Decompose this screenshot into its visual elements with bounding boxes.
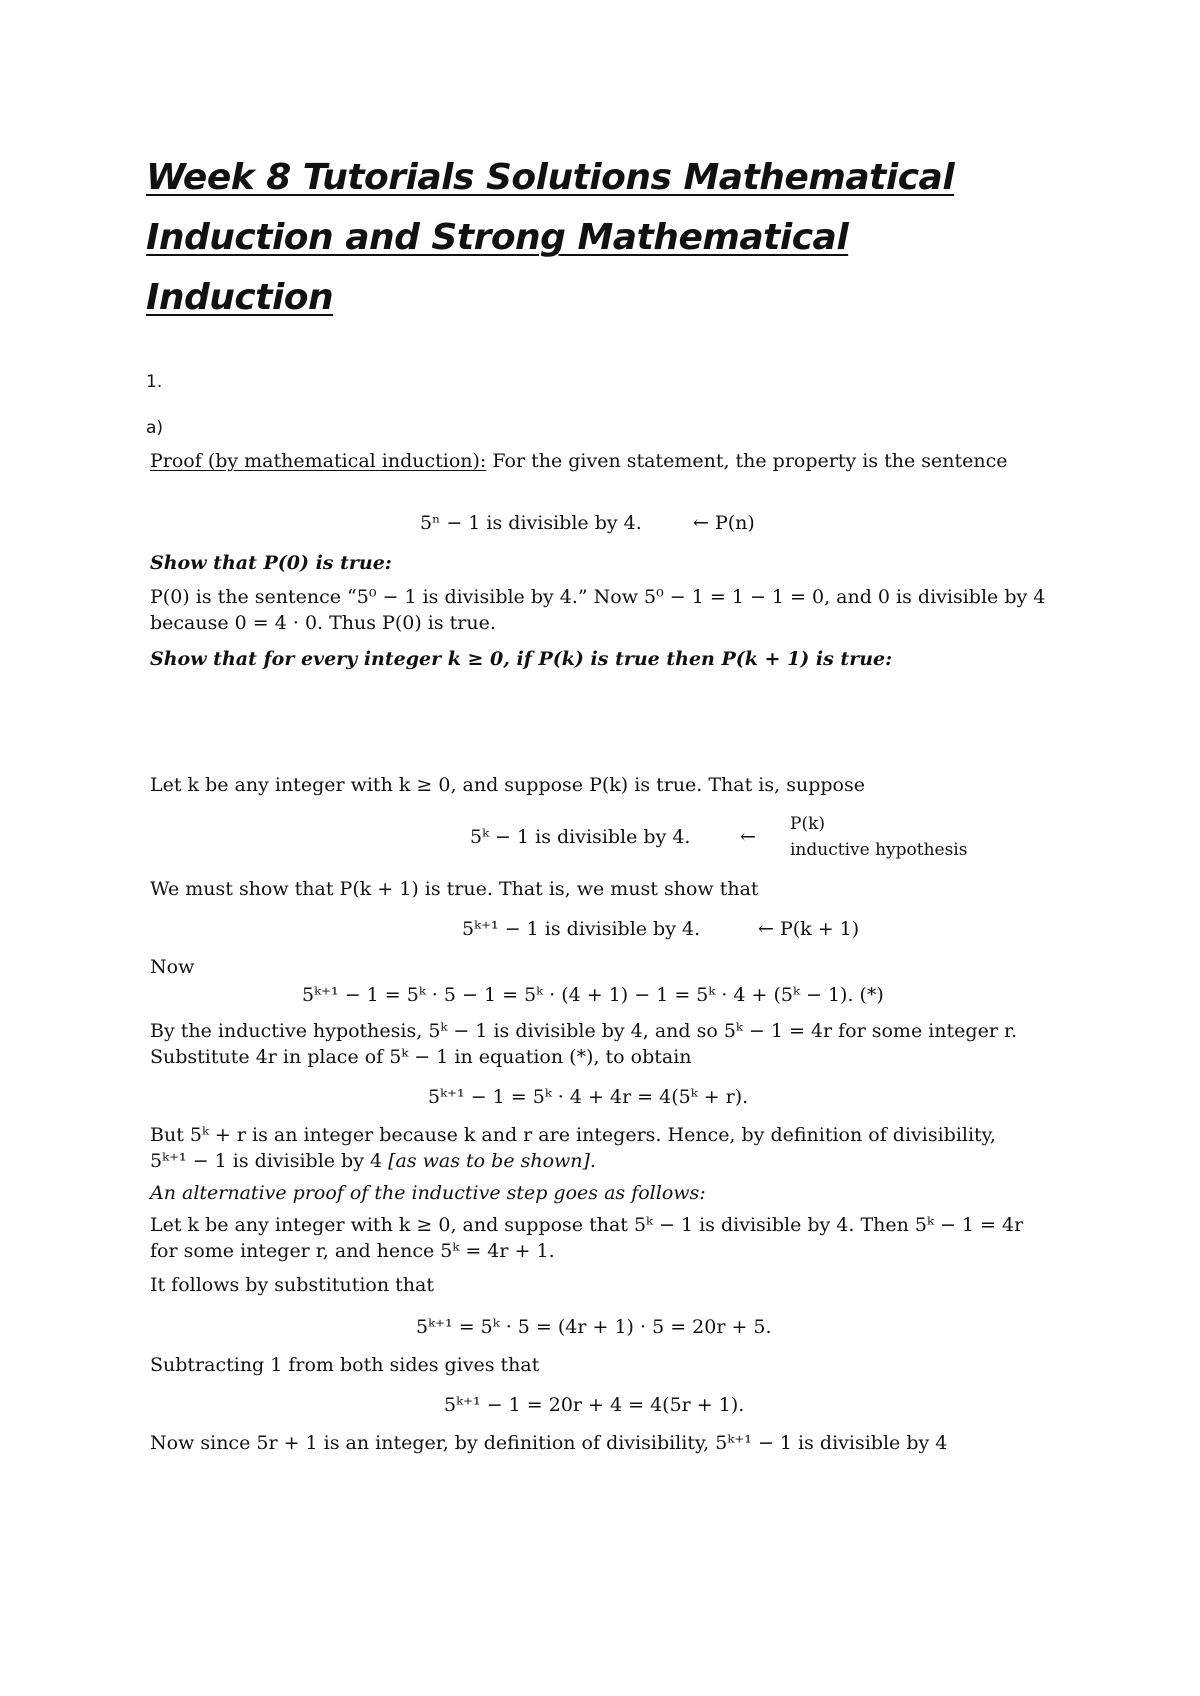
now-label: Now bbox=[150, 956, 195, 978]
alternative-equation-1: 5ᵏ⁺¹ = 5ᵏ · 5 = (4r + 1) · 5 = 20r + 5. bbox=[416, 1316, 772, 1338]
follows-line: It follows by substitution that bbox=[150, 1274, 434, 1296]
hypothesis-formula: 5ᵏ − 1 is divisible by 4. bbox=[470, 826, 691, 848]
final-line: Now since 5r + 1 is an integer, by definition of divisibility, 5ᵏ⁺¹ − 1 is divisible by 4 bbox=[150, 1432, 948, 1454]
statement-tag: ← P(n) bbox=[693, 512, 755, 534]
document-title bbox=[146, 148, 1046, 328]
statement-formula: 5ⁿ − 1 is divisible by 4. bbox=[420, 512, 642, 534]
by-hypothesis-line-1: By the inductive hypothesis, 5ᵏ − 1 is divisible by 4, and so 5ᵏ − 1 = 4r for some integer r. bbox=[150, 1020, 1017, 1042]
title-line-1: Week 8 Tutorials Solutions Mathematical bbox=[146, 157, 955, 198]
part-label: a) bbox=[146, 418, 164, 438]
alternative-heading: An alternative proof of the inductive step goes as follows: bbox=[150, 1182, 706, 1204]
conclusion-line-1: But 5ᵏ + r is an integer because k and r are integers. Hence, by definition of divisibility, bbox=[150, 1124, 996, 1146]
hypothesis-tag: P(k) bbox=[790, 814, 826, 834]
conclusion-line-2 bbox=[150, 1150, 596, 1172]
alternative-line-1: Let k be any integer with k ≥ 0, and suppose that 5ᵏ − 1 is divisible by 4. Then 5ᵏ − 1 = 4r bbox=[150, 1214, 1024, 1236]
goal-formula: 5ᵏ⁺¹ − 1 is divisible by 4. bbox=[462, 918, 701, 940]
inductive-step-heading: Show that for every integer k ≥ 0, if P(k) is true then P(k + 1) is true: bbox=[150, 648, 893, 670]
question-number: 1. bbox=[146, 372, 163, 392]
as-was-to-be-shown: [as was to be shown]. bbox=[388, 1150, 596, 1172]
alternative-line-2: for some integer r, and hence 5ᵏ = 4r + 1. bbox=[150, 1240, 555, 1262]
base-case-line-2: because 0 = 4 · 0. Thus P(0) is true. bbox=[150, 612, 496, 634]
hypothesis-note: inductive hypothesis bbox=[790, 840, 968, 860]
equation-star: 5ᵏ⁺¹ − 1 = 5ᵏ · 5 − 1 = 5ᵏ · (4 + 1) − 1 = 5ᵏ · 4 + (5ᵏ − 1). (*) bbox=[302, 984, 884, 1006]
base-case-line-1: P(0) is the sentence “5⁰ − 1 is divisible by 4.” Now 5⁰ − 1 = 1 − 1 = 0, and 0 is divisible by 4 bbox=[150, 586, 1046, 608]
proof-intro-rest: For the given statement, the property is the sentence bbox=[486, 450, 1008, 472]
hypothesis-arrow: ← bbox=[740, 826, 756, 848]
subtracting-line: Subtracting 1 from both sides gives that bbox=[150, 1354, 540, 1376]
base-case-heading: Show that P(0) is true: bbox=[150, 552, 392, 574]
alternative-equation-2: 5ᵏ⁺¹ − 1 = 20r + 4 = 4(5r + 1). bbox=[444, 1394, 745, 1416]
conclusion-text: 5ᵏ⁺¹ − 1 is divisible by 4 bbox=[150, 1150, 389, 1172]
substituted-equation: 5ᵏ⁺¹ − 1 = 5ᵏ · 4 + 4r = 4(5ᵏ + r). bbox=[428, 1086, 749, 1108]
proof-intro-label: Proof (by mathematical induction): bbox=[150, 450, 487, 472]
title-line-2: Induction and Strong Mathematical Induction bbox=[146, 217, 849, 318]
goal-tag: ← P(k + 1) bbox=[758, 918, 860, 940]
by-hypothesis-line-2: Substitute 4r in place of 5ᵏ − 1 in equation (*), to obtain bbox=[150, 1046, 692, 1068]
inductive-step-line-1: Let k be any integer with k ≥ 0, and suppose P(k) is true. That is, suppose bbox=[150, 774, 865, 796]
proof-intro bbox=[150, 450, 1008, 472]
must-show-line: We must show that P(k + 1) is true. That is, we must show that bbox=[150, 878, 759, 900]
